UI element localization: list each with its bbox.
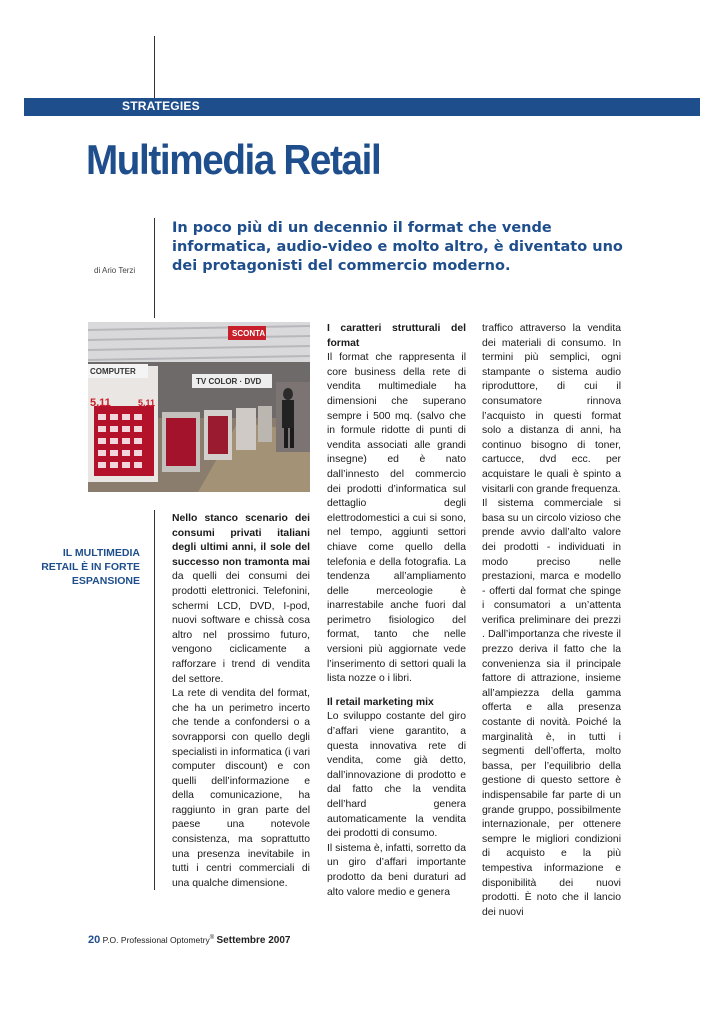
issue-date: Settembre 2007 — [216, 935, 291, 946]
photo-sign-tv: TV COLOR · DVD — [196, 377, 262, 386]
text-column-2 — [327, 322, 466, 900]
section-band — [24, 98, 700, 116]
col2-paragraph-2: Lo sviluppo costante del giro d’affari viene garantito, a questa innovativa rete di vendita, come già detto, dall’innovazione di prodotto e dal fatto che la vendita dell’hard genera automaticamente la vendita dei prodotti di consumo. — [327, 711, 466, 840]
col1-intro-rest: da quelli dei consumi dei prodotti elettronici. Telefonini, schermi LCD, DVD, I-pod, nuovi software e chissà cosa altro nel prossimo futuro, vengono ciclicamente a rafforzare i trend di vendita del settore. — [172, 571, 310, 685]
col2-heading-2: Il retail marketing mix — [327, 696, 434, 708]
byline: di Ario Terzi — [94, 266, 136, 275]
column-rule-bottom — [154, 510, 155, 890]
column-rule-middle — [154, 218, 155, 318]
col2-heading-1: I caratteri strutturali del format — [327, 323, 466, 349]
column-rule-top — [154, 36, 155, 100]
col1-paragraph-2: La rete di vendita del format, che ha un perimetro incerto che tende a confondersi o a sovrapporsi con quello degli specialisti in informatica (i vari computer discount) e con quelli dell’informazione e della comunicazione, ha raggiunto in gran parte del paese una notevole consistenza, ma soprattutto una presenza inevitabile in tutti i centri commerciali di una qualche dimensione. — [172, 688, 311, 889]
col1-intro — [172, 512, 310, 687]
col1-intro-bold: Nello stanco scenario dei consumi privati italiani degli ultimi anni, il sole del successo non tramonta mai — [172, 513, 310, 568]
page-footer — [88, 934, 290, 946]
col2-paragraph-3: Il sistema è, infatti, sorretto da un giro d’affari importante prodotto da beni duraturi ad alto valore medio e genera — [327, 842, 466, 898]
pull-quote: IL MULTIMEDIA RETAIL È IN FORTE ESPANSIONE — [41, 547, 140, 587]
page-number: 20 — [88, 934, 101, 946]
section-label: STRATEGIES — [122, 99, 200, 113]
lead-paragraph: In poco più di un decennio il format che vende informatica, audio-video e molto altro, è diventato uno dei protagonisti del commercio moderno. — [172, 220, 623, 274]
article-title: Multimedia Retail — [86, 136, 381, 183]
text-column-1 — [172, 512, 310, 891]
photo-sign-price-2: 5,11 — [138, 398, 156, 408]
photo-sign-computer: COMPUTER — [90, 367, 136, 376]
col2-paragraph-1: Il format che rappresenta il core business della rete di vendita multimediale ha dimensioni che superano sempre i 500 mq. (salvo che in formule ridotte di punti di vendita associati alle grandi insegne) ed è nato dall’innesto del commercio dei prodotti d’informatica sul dettaglio degli elettrodomestici a cui si sono, nel tempo, aggiunti settori chiave come quello della telefonia e della fotografia. La tendenza all’ampliamento delle merceologie è inarrestabile anche fuori dal perimetro fisiologico del format, tanto che nelle versioni più aggiornate vede l’inserimento di settori quali la lista nozze o i libri. — [327, 352, 466, 685]
registered-mark: ® — [209, 935, 215, 942]
store-photo — [88, 322, 310, 492]
col3-paragraph-2: Il sistema commerciale si basa su un circolo vizioso che prende avvio dall’alto valore dei prodotti - individuati in modo preciso nelle prestazioni, marca e modello - offerti dal format che spinge i consumatori a un’attenta verifica preliminare dei prezzi . Dall’importanza che riveste il prezzo deriva il fatto che la convenienza sia il principale fattore di attrazione, insieme all’ampiezza della gamma offerta e alla presenza costante di novità. Poiché la marginalità è, in tutti i segmenti dell’offerta, molto bassa, per l’equilibrio della gestione di questo settore è indispensabile far parte di un grande gruppo, possibilmente internazionale, per ottenere sempre le migliori condizioni di acquisto e la più tempestiva informazione e disponibilità dei nuovi prodotti. È noto che il lancio dei nuovi — [482, 498, 621, 918]
col3-paragraph-1: traffico attraverso la vendita dei materiali di consumo. In termini più semplici, ogni stampante o sistema audio riproduttore, di cui il consumatore rinnova l’acquisto in questi format solo a distanza di anni, ha continuo bisogno di toner, cartucce, dvd ecc. per acquistare le quali è spinto a visitarli con grande frequenza. — [482, 323, 621, 495]
photo-sign-sconta: SCONTA — [232, 329, 266, 338]
text-column-3 — [482, 322, 621, 920]
publication-name: P.O. Professional Optometry — [102, 935, 210, 945]
photo-sign-price-1: 5,11 — [90, 397, 111, 409]
